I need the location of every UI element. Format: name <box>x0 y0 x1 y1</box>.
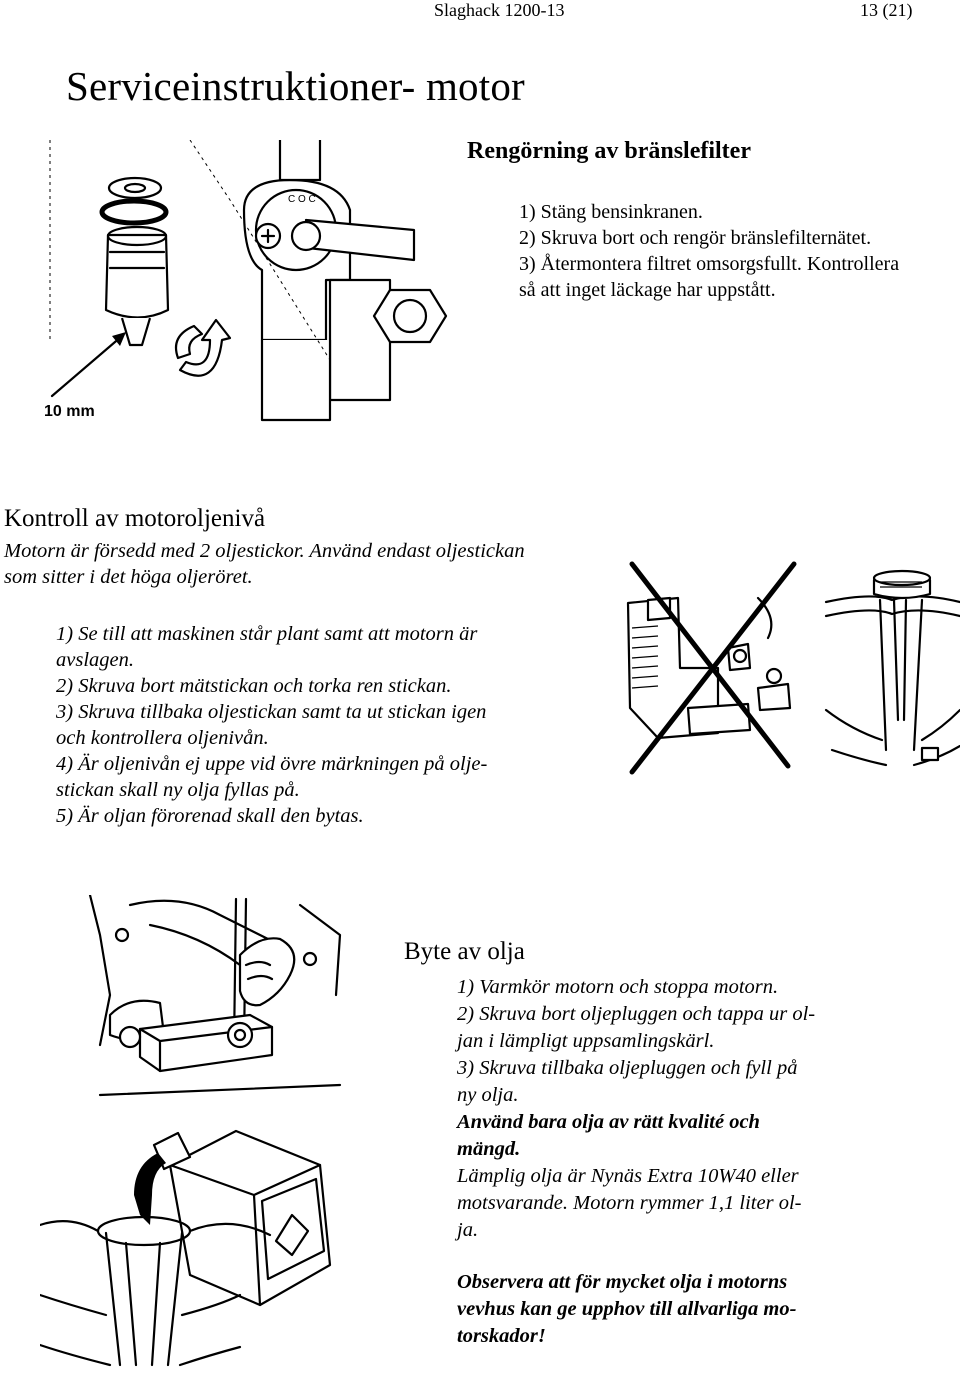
oil-level-step: 1) Se till att maskinen står plant samt att motorn är <box>56 623 478 645</box>
oil-level-step: och kontrollera oljenivån. <box>56 727 269 749</box>
page-title: Serviceinstruktioner- motor <box>66 63 525 109</box>
oil-change-heading: Byte av olja <box>404 938 525 965</box>
oil-change-step: 2) Skruva bort oljepluggen och tappa ur ol- <box>457 1003 816 1025</box>
oil-level-intro <box>4 538 525 590</box>
oil-change-warning-line: vevhus kan ge upphov till allvarliga mo- <box>457 1298 797 1320</box>
fuel-filter-step: 3) Återmontera filtret omsorgsfullt. Kontrollera <box>519 253 900 275</box>
oil-level-intro-line: Motorn är försedd med 2 oljestickor. Använd endast oljestickan <box>4 540 525 562</box>
fuel-filter-heading: Rengörning av bränslefilter <box>467 138 751 164</box>
oil-level-step: 2) Skruva bort mätstickan och torka ren stickan. <box>56 675 452 697</box>
oil-change-warning-line: Observera att för mycket olja i motorns <box>457 1271 788 1293</box>
oil-level-step: avslagen. <box>56 649 134 671</box>
oil-change-emphasis: Använd bara olja av rätt kvalité och <box>457 1111 760 1133</box>
oil-change-step: 3) Skruva tillbaka oljepluggen och fyll på <box>457 1057 798 1079</box>
oil-change-step: 1) Varmkör motorn och stoppa motorn. <box>457 976 779 998</box>
document-name: Slaghack 1200-13 <box>434 0 565 20</box>
oil-change-step: ny olja. <box>457 1084 519 1106</box>
oil-level-intro-line: som sitter i det höga oljeröret. <box>4 566 253 588</box>
oil-level-step: stickan skall ny olja fyllas på. <box>56 779 300 801</box>
oil-change-steps <box>457 974 815 1244</box>
fuel-filter-step: 1) Stäng bensinkranen. <box>519 201 703 223</box>
fuel-filter-step: 2) Skruva bort och rengör bränslefilternätet. <box>519 227 872 249</box>
oil-change-illustration <box>40 895 400 1375</box>
svg-text:C O C: C O C <box>288 194 316 205</box>
oil-change-info: ja. <box>457 1219 479 1241</box>
fuel-filter-illustration <box>30 140 470 430</box>
oil-level-steps <box>56 621 487 829</box>
oil-level-step: 3) Skruva tillbaka oljestickan samt ta ut stickan igen <box>56 701 487 723</box>
fuel-filter-step: så att inget läckage har uppstått. <box>519 279 776 301</box>
oil-change-warning <box>457 1269 796 1350</box>
correct-dipstick-illustration <box>822 560 960 780</box>
fuel-filter-steps <box>519 199 899 303</box>
oil-change-info: Lämplig olja är Nynäs Extra 10W40 eller <box>457 1165 799 1187</box>
oil-level-step: 4) Är oljenivån ej uppe vid övre märkningen på olje- <box>56 753 488 775</box>
wrong-dipstick-illustration <box>618 558 798 778</box>
oil-change-warning-line: torskador! <box>457 1325 546 1347</box>
page-number: 13 (21) <box>860 0 913 20</box>
oil-level-heading: Kontroll av motoroljenivå <box>4 505 266 532</box>
oil-change-step: jan i lämpligt uppsamlingskärl. <box>457 1030 715 1052</box>
oil-level-step: 5) Är oljan förorenad skall den bytas. <box>56 805 364 827</box>
oil-change-info: motsvarande. Motorn rymmer 1,1 liter ol- <box>457 1192 802 1214</box>
oil-change-emphasis: mängd. <box>457 1138 521 1160</box>
measurement-label: 10 mm <box>44 403 95 420</box>
